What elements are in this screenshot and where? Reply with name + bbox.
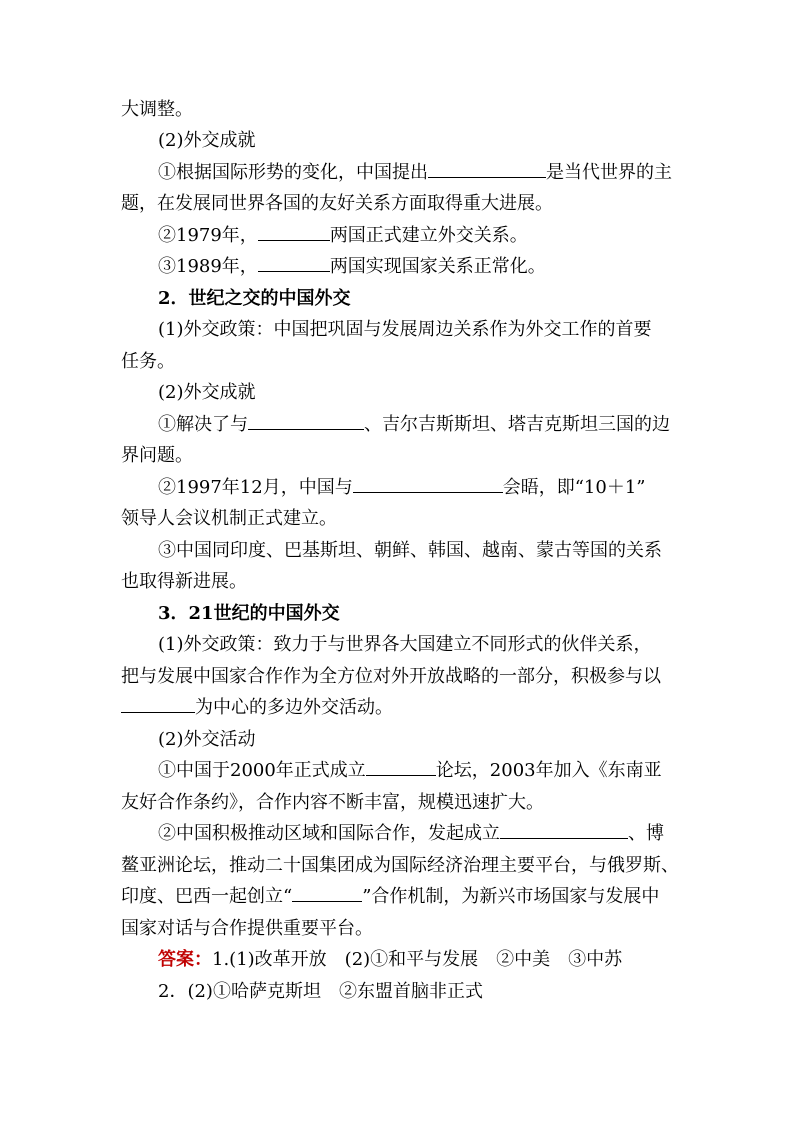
- fill-in-blank[interactable]: [248, 409, 364, 430]
- text-line: 友好合作条约》，合作内容不断丰富，规模迅速扩大。: [121, 792, 544, 813]
- text-line: 鳌亚洲论坛，推动二十国集团成为国际经济治理主要平台，与俄罗斯、: [121, 855, 679, 876]
- fill-in-blank[interactable]: [258, 251, 330, 272]
- text-line: 题，在发展同世界各国的友好关系方面取得重大进展。: [121, 193, 553, 214]
- answer-line: 2．(2)①哈萨克斯坦 ②东盟首脑非正式: [158, 981, 483, 1002]
- text-line: 国家对话与合作提供重要平台。: [121, 918, 373, 939]
- fill-in-blank[interactable]: [500, 818, 628, 839]
- text-line: ②中国积极推动区域和国际合作，发起成立 、博: [158, 818, 681, 850]
- text-line: (1)外交政策：中国把巩固与发展周边关系作为外交工作的首要: [158, 319, 652, 340]
- text-line: 把与发展中国家合作作为全方位对外开放战略的一部分，积极参与以: [121, 666, 661, 687]
- section-heading: (2)外交活动: [158, 729, 256, 750]
- text-line: ②1979年， 两国正式建立外交关系。: [158, 220, 681, 252]
- section-heading: (2)外交成就: [158, 382, 256, 403]
- answer-label: 答案：: [158, 949, 212, 970]
- text-line: ①中国于2000年正式成立 论坛，2003年加入《东南亚: [158, 755, 681, 787]
- text-line: ①根据国际形势的变化，中国提出 是当代世界的主: [158, 157, 681, 189]
- text-line: 任务。: [121, 351, 175, 372]
- text-line: 领导人会议机制正式建立。: [121, 508, 337, 529]
- fill-in-blank[interactable]: [366, 755, 436, 776]
- section-heading: (2)外交成就: [158, 130, 256, 151]
- text-line: ①解决了与 、吉尔吉斯斯坦、塔吉克斯坦三国的边: [158, 409, 681, 441]
- fill-in-blank[interactable]: [121, 692, 195, 713]
- text-line: 印度、巴西一起创立“ ”合作机制，为新兴市场国家与发展中: [121, 881, 681, 913]
- section-heading: 3．21世纪的中国外交: [158, 603, 340, 624]
- text-line: 为中心的多边外交活动。: [121, 692, 681, 724]
- text-line: 大调整。: [121, 99, 193, 120]
- fill-in-blank[interactable]: [428, 157, 546, 178]
- fill-in-blank[interactable]: [258, 220, 330, 241]
- text-line: ③1989年， 两国实现国家关系正常化。: [158, 251, 681, 283]
- text-line: 界问题。: [121, 445, 193, 466]
- text-line: 也取得新进展。: [121, 571, 247, 592]
- fill-in-blank[interactable]: [292, 881, 362, 902]
- text-line: ②1997年12月，中国与 会晤，即“10＋1”: [158, 472, 681, 504]
- fill-in-blank[interactable]: [353, 472, 503, 493]
- text-line: (1)外交政策：致力于与世界各大国建立不同形式的伙伴关系，: [158, 634, 652, 655]
- answer-line: 答案：1.(1)改革开放 (2)①和平与发展 ②中美 ③中苏: [158, 949, 623, 970]
- text-line: ③中国同印度、巴基斯坦、朝鲜、韩国、越南、蒙古等国的关系: [158, 540, 662, 561]
- section-heading: 2．世纪之交的中国外交: [158, 288, 351, 309]
